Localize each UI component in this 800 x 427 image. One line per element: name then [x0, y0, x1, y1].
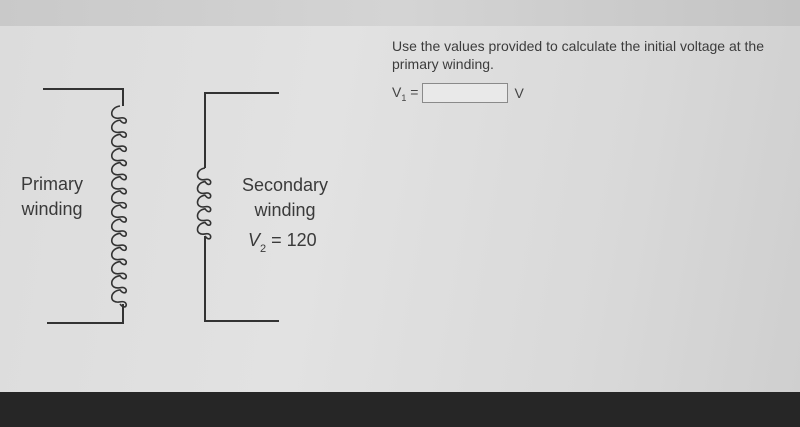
secondary-voltage-symbol: V	[248, 230, 261, 250]
secondary-winding-wire-top	[205, 93, 279, 168]
v1-answer-input[interactable]	[422, 83, 508, 103]
unit-label: V	[514, 85, 524, 101]
secondary-voltage-subscript: 2	[260, 243, 267, 255]
secondary-coil	[198, 168, 211, 239]
v1-label	[392, 84, 418, 103]
secondary-voltage-value: = 120	[266, 230, 317, 250]
v1-subscript: 1	[401, 92, 407, 103]
primary-winding-wire-top	[43, 89, 123, 106]
secondary-label-line2: winding	[254, 200, 316, 220]
secondary-label-line1: Secondary	[241, 175, 329, 195]
answer-row	[392, 80, 524, 106]
secondary-voltage	[248, 230, 317, 255]
bottom-bar	[0, 392, 800, 427]
v1-symbol: V	[392, 83, 402, 100]
primary-winding-wire-bottom	[47, 304, 123, 323]
primary-label-line1: Primary	[21, 174, 83, 194]
primary-label-line2: winding	[21, 199, 83, 219]
question-text: Use the values provided to calculate the initial voltage at the primary winding.	[392, 38, 765, 72]
v1-equals: =	[410, 83, 419, 100]
primary-coil	[112, 106, 126, 307]
